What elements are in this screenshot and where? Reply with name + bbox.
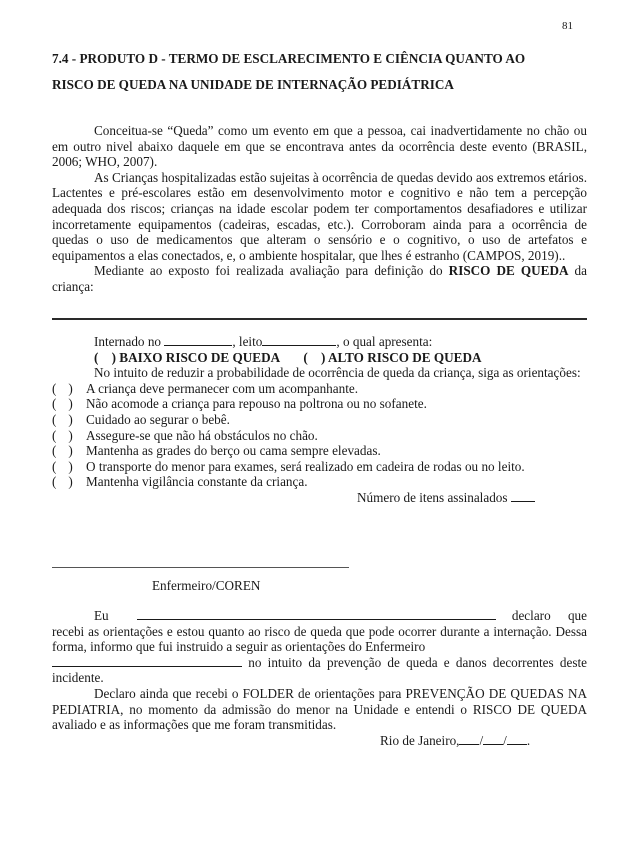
checklist-checkbox[interactable]: ( ) [52,458,73,474]
checklist-item[interactable] [52,428,587,444]
guidance-intro: No intuito de reduzir a probabilidade de ocorrência de queda da criança, siga as orientações: [94,365,581,381]
intro-paragraph-2: As Crianças hospitalizadas estão sujeitas à ocorrência de quedas devido aos extremos etários. Lactentes e pré-escolares estão em desenvolvimento motor e cognitivo e não tem a percepção adequada dos riscos; crianças na idade escolar podem ter comportamentos desafiadores e utilizar incorretamente equipamentos (cadeiras, escadas, etc.). Corroboram ainda para a ocorrência de quedas o uso de medicamentos que alteram o sensório e o cognitivo, o uso de artefatos e equipamentos a elas conectados, e, o ambiente hospitalar, que lhes é estranho (CAMPOS, 2019).. [52,169,587,263]
low-risk-option[interactable] [94,350,280,365]
date-separator: / [479,732,484,748]
declaration-paragraph-2: Declaro ainda que recebi o FOLDER de orientações para PREVENÇÃO DE QUEDAS NA PEDIATRIA, no momento da admissão do menor na Unidade e entendi o RISCO DE QUEDA avaliado e as informações que me foram transmitidas. [52,685,587,733]
nurse-signature-label: Enfermeiro/COREN [152,578,261,593]
low-risk-checkbox[interactable]: ( ) [94,349,116,365]
intro-section [52,123,587,295]
intro-paragraph-1: Conceitua-se “Queda” como um evento em que a pessoa, cai inadvertidamente no chão ou em outro nivel abaixo daquele em que se encontrava antes da ocorrência deste evento (BRASIL, 2006; WHO, 2007). [52,123,587,170]
checklist-text: Não acomode a criança para repouso na poltrona ou no sofanete. [86,396,427,412]
declaration-eu-line [52,608,587,624]
declaration-eu: Eu [94,608,109,623]
declaration-text: recebi as orientações e estou quanto ao risco de queda que pode ocorrer durante a internação. Dessa forma, informo que fui instruido a seguir as orientações do Enfermeiro [52,623,587,655]
checklist-checkbox[interactable]: ( ) [52,380,73,396]
title-line-1: 7.4 - PRODUTO D - TERMO DE ESCLARECIMENTO E CIÊNCIA QUANTO AO [52,51,526,66]
checklist-item[interactable] [52,443,587,459]
checklist-item[interactable] [52,381,587,397]
low-risk-label: BAIXO RISCO DE QUEDA [119,349,281,365]
checklist-item[interactable] [52,396,587,412]
unit-field[interactable] [164,334,232,346]
checklist-text: Mantenha as grades do berço ou cama sempre elevadas. [86,443,381,459]
intro-p3-text: Mediante ao exposto foi realizada avaliação para definição do [94,263,449,279]
declaration-section [52,608,587,748]
nurse-signature-line[interactable] [52,567,349,568]
month-field[interactable] [483,733,503,745]
items-count-label: Número de itens assinalados [357,489,508,505]
guidance-checklist [52,381,587,490]
checklist-item[interactable] [52,412,587,428]
intro-p3-suffix: da criança: [52,263,587,294]
section-divider [52,318,587,320]
checklist-text: Cuidado ao segurar o bebê. [86,411,230,427]
internado-suffix: , o qual apresenta: [336,334,433,349]
checklist-item[interactable] [52,474,587,490]
bed-field[interactable] [262,334,336,346]
intro-p3-bold: RISCO DE QUEDA [448,263,569,279]
checklist-text: Mantenha vigilância constante da criança. [86,474,308,490]
checklist-checkbox[interactable]: ( ) [52,396,73,412]
leito-label: , leito [232,334,263,349]
checklist-checkbox[interactable]: ( ) [52,474,73,490]
items-count-line [52,490,587,506]
year-field[interactable] [507,733,527,745]
declaration-nurse-line [52,655,587,686]
title-line-2: RISCO DE QUEDA NA UNIDADE DE INTERNAÇÃO PEDIÁTRICA [52,77,454,92]
intro-paragraph-3 [52,263,587,294]
guardian-name-field[interactable] [137,608,496,620]
page-number: 81 [562,20,573,32]
checklist-checkbox[interactable]: ( ) [52,427,73,443]
nurse-name-field[interactable] [52,655,242,667]
internado-line [52,334,587,350]
high-risk-option[interactable] [303,350,481,365]
date-line [52,733,587,749]
day-field[interactable] [459,733,479,745]
checklist-text: Assegure-se que não há obstáculos no chão. [86,427,318,443]
declaration-declaro: declaro que [511,608,587,623]
checklist-checkbox[interactable]: ( ) [52,443,73,459]
date-end: . [526,732,531,748]
items-count-field[interactable] [511,490,535,502]
checklist-checkbox[interactable]: ( ) [52,411,73,427]
high-risk-label: ALTO RISCO DE QUEDA [327,349,482,365]
checklist-text: A criança deve permanecer com um acompanhante. [86,380,359,396]
internado-label: Internado no [94,334,165,349]
checklist-text: O transporte do menor para exames, será realizado em cadeira de rodas ou no leito. [86,458,525,474]
high-risk-checkbox[interactable]: ( ) [303,349,326,365]
assessment-section [52,334,587,506]
declaration-nurse-suffix: no intuito da prevenção de queda e danos decorrentes deste incidente. [52,654,587,686]
risk-options [52,350,587,366]
page-title [52,46,592,98]
checklist-item[interactable] [52,459,587,475]
city-label: Rio de Janeiro, [380,732,460,748]
date-separator: / [503,732,507,748]
